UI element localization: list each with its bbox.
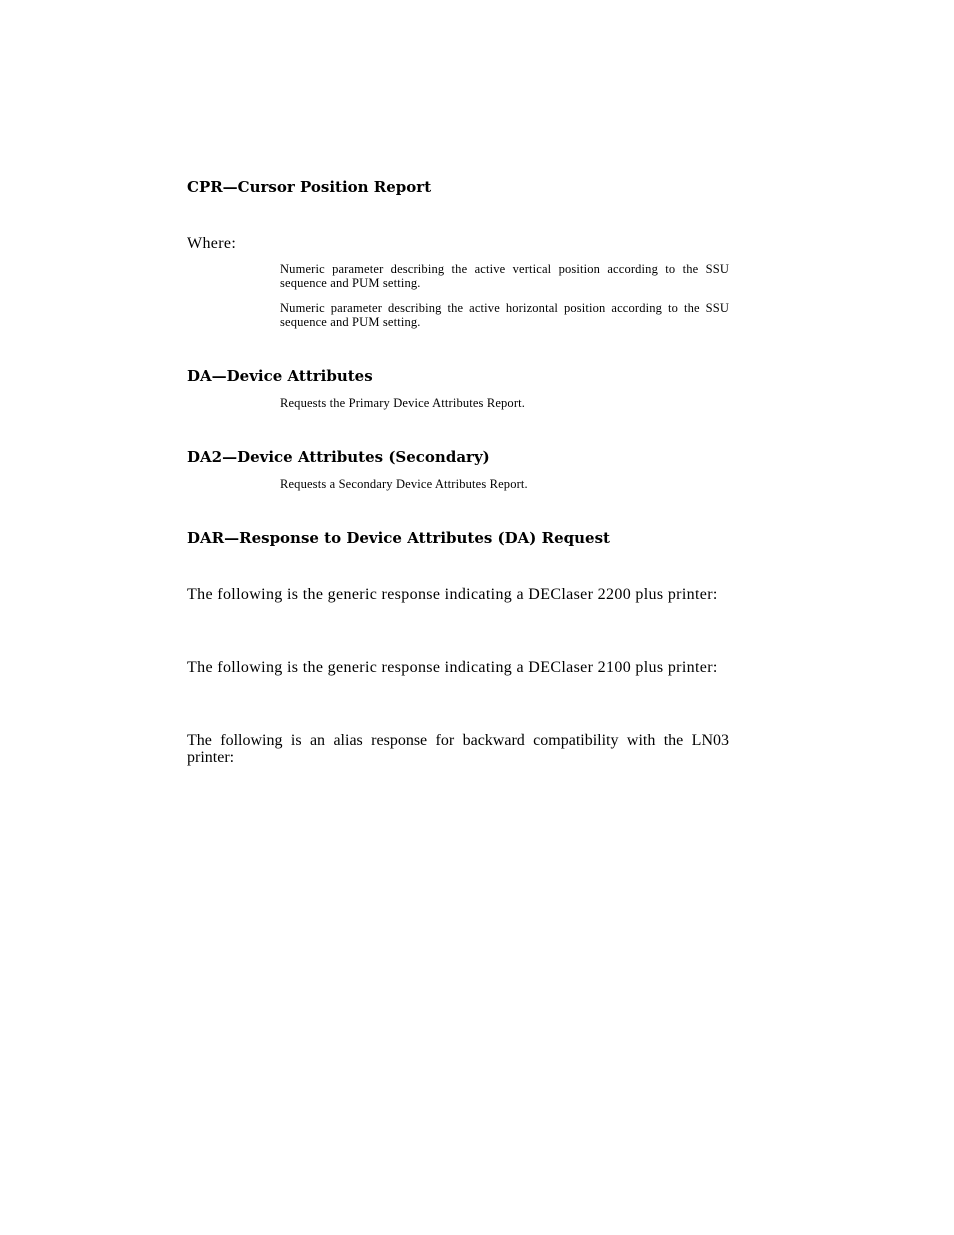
dar-declaser-2100-paragraph: The following is the generic response indicating a DEClaser 2100 plus printer: (187, 659, 718, 676)
cpr-where-label: Where: (187, 235, 237, 252)
da2-heading: DA2—Device Attributes (Secondary) (187, 448, 490, 466)
dar-heading: DAR—Response to Device Attributes (DA) Request (187, 529, 610, 547)
dar-declaser-2200-paragraph: The following is the generic response indicating a DEClaser 2200 plus printer: (187, 586, 718, 603)
da-heading: DA—Device Attributes (187, 367, 373, 385)
dar-ln03-alias-paragraph: The following is an alias response for backward compatibility with the LN03 printer: (187, 732, 729, 766)
cpr-row-parameter-description: Numeric parameter describing the active vertical position according to the SSU sequence and PUM setting. (280, 262, 729, 290)
cpr-column-parameter-description: Numeric parameter describing the active horizontal position according to the SSU sequence and PUM setting. (280, 301, 729, 329)
da-description: Requests the Primary Device Attributes Report. (280, 396, 526, 410)
cpr-heading: CPR—Cursor Position Report (187, 178, 432, 196)
da2-description: Requests a Secondary Device Attributes Report. (280, 477, 528, 491)
